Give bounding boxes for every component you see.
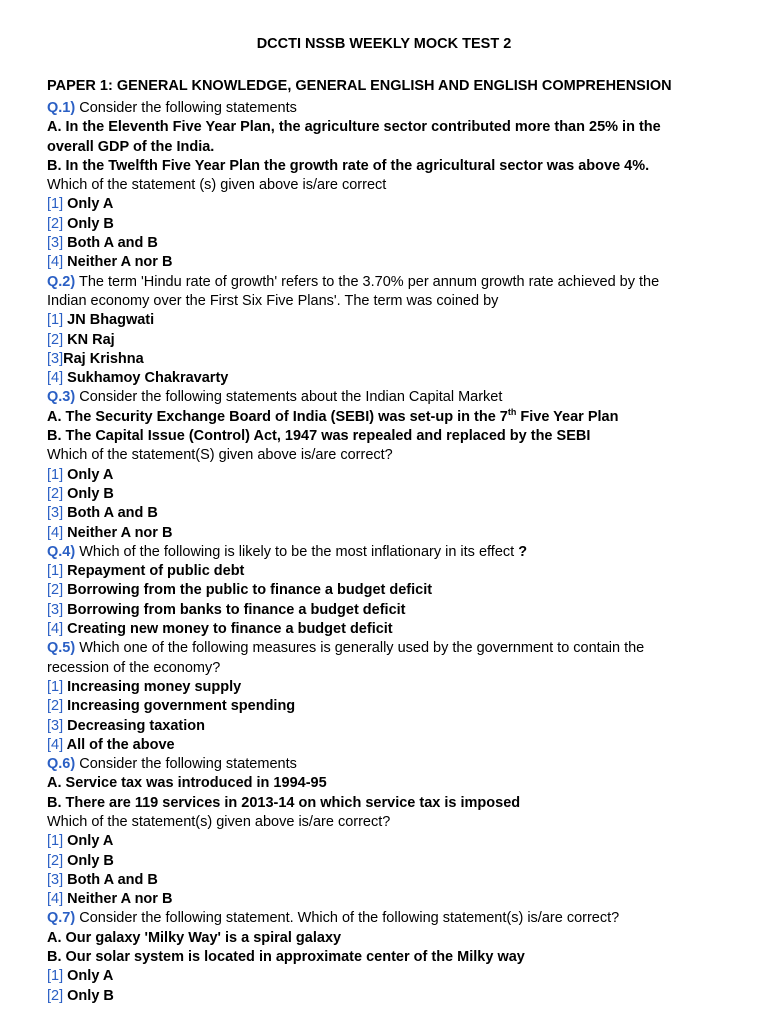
line-text: Which of the statement (s) given above is/are correct — [47, 177, 387, 194]
option-line — [47, 697, 747, 716]
line-text: A. In the Eleventh Five Year Plan, the agriculture sector contributed more than 25% in the — [47, 119, 661, 136]
option-number: [1] — [47, 466, 64, 483]
line-text: Which of the following is likely to be the most inflationary in its effect — [75, 543, 519, 560]
statement-line — [47, 929, 747, 948]
line-text: B. There are 119 services in 2013-14 on which service tax is imposed — [47, 794, 521, 811]
option-line — [47, 736, 747, 755]
option-line — [47, 678, 747, 697]
option-line — [47, 369, 747, 388]
option-line — [47, 350, 747, 369]
line-text: Increasing money supply — [63, 678, 242, 695]
option-number: [4] — [47, 891, 64, 908]
option-line — [47, 581, 747, 600]
option-number: [1] — [47, 968, 64, 985]
text-line — [47, 813, 747, 832]
option-line — [47, 331, 747, 350]
question-line — [47, 273, 747, 292]
statement-line — [47, 408, 747, 427]
line-text: Only A — [63, 466, 114, 483]
option-number: [4] — [47, 370, 64, 387]
question-line — [47, 755, 747, 774]
option-number: [4] — [47, 254, 64, 271]
line-text: Which of the statement(S) given above is/are correct? — [47, 447, 393, 464]
option-number: [2] — [47, 485, 64, 502]
question-number: Q.3) — [47, 389, 76, 406]
line-text: Increasing government spending — [63, 698, 296, 715]
line-text: B. Our solar system is located in approximate center of the Milky way — [47, 949, 525, 966]
line-text: Decreasing taxation — [63, 717, 205, 734]
statement-line — [47, 794, 747, 813]
option-line — [47, 215, 747, 234]
line-text: A. The Security Exchange Board of India (SEBI) was set-up in the 7 — [47, 408, 508, 425]
paper-heading: PAPER 1: GENERAL KNOWLEDGE, GENERAL ENGLISH AND ENGLISH COMPREHENSION — [47, 78, 672, 94]
line-text: Only A — [63, 968, 114, 985]
option-number: [2] — [47, 331, 64, 348]
line-text: Indian economy over the First Six Five Plans'. The term was coined by — [47, 292, 499, 309]
line-text: A. Our galaxy 'Milky Way' is a spiral galaxy — [47, 929, 342, 946]
line-text: Consider the following statements — [75, 100, 297, 116]
option-number: [1] — [47, 312, 64, 329]
question-line — [47, 543, 747, 562]
line-text: Neither A nor B — [63, 254, 173, 271]
text-line — [47, 292, 747, 311]
line-text: Sukhamoy Chakravarty — [63, 370, 229, 387]
option-line — [47, 485, 747, 504]
line-text: JN Bhagwati — [63, 312, 155, 329]
option-line — [47, 852, 747, 871]
text-line — [47, 446, 747, 465]
line-text: Only B — [63, 852, 114, 869]
line-text: B. In the Twelfth Five Year Plan the growth rate of the agricultural sector was above 4%. — [47, 157, 650, 174]
question-line — [47, 639, 747, 658]
option-number: [2] — [47, 987, 64, 1004]
question-number: Q.5) — [47, 640, 76, 657]
option-line — [47, 504, 747, 523]
line-text: Repayment of public debt — [63, 563, 245, 580]
option-number: [1] — [47, 563, 64, 580]
option-line — [47, 890, 747, 909]
option-number: [3] — [47, 235, 64, 252]
line-text: Consider the following statement. Which of the following statement(s) is/are correct? — [75, 910, 620, 927]
option-number: [2] — [47, 698, 64, 715]
option-number: [2] — [47, 582, 64, 599]
statement-line — [47, 138, 747, 157]
statement-line — [47, 774, 747, 793]
option-line — [47, 871, 747, 890]
statement-line — [47, 157, 747, 176]
line-text: KN Raj — [63, 331, 115, 348]
option-number: [3] — [47, 871, 64, 888]
line-text-tail: ? — [518, 543, 528, 560]
option-number: [4] — [47, 621, 64, 638]
line-text: Both A and B — [63, 235, 158, 252]
statement-line — [47, 948, 747, 967]
option-number: [3] — [47, 717, 64, 734]
text-line — [47, 176, 747, 195]
option-number: [1] — [47, 833, 64, 850]
option-number: [4] — [47, 524, 64, 541]
text-line — [47, 659, 747, 678]
line-text: Borrowing from the public to finance a budget deficit — [63, 582, 433, 599]
superscript: th — [507, 406, 517, 417]
option-line — [47, 620, 747, 639]
question-line — [47, 388, 747, 407]
option-number: [3] — [47, 601, 64, 618]
option-line — [47, 987, 747, 1006]
line-text: Which one of the following measures is generally used by the government to contain the — [75, 640, 645, 657]
option-number: [4] — [47, 736, 64, 753]
option-line — [47, 466, 747, 485]
line-text: Only B — [63, 485, 114, 502]
line-text-tail: Five Year Plan — [516, 408, 619, 425]
line-text: Consider the following statements about the Indian Capital Market — [75, 389, 503, 406]
option-line — [47, 832, 747, 851]
statement-line — [47, 427, 747, 446]
option-line — [47, 601, 747, 620]
option-line — [47, 717, 747, 736]
option-line — [47, 234, 747, 253]
line-text: Only B — [63, 987, 114, 1004]
line-text: Neither A nor B — [63, 891, 173, 908]
statement-line — [47, 118, 747, 137]
question-number: Q.6) — [47, 756, 76, 773]
option-line — [47, 562, 747, 581]
question-number: Q.1) — [47, 100, 76, 116]
line-text: Both A and B — [63, 505, 158, 522]
option-line — [47, 311, 747, 330]
option-line — [47, 195, 747, 214]
line-text: Raj Krishna — [63, 350, 144, 367]
line-text: recession of the economy? — [47, 659, 221, 676]
line-text: Creating new money to finance a budget deficit — [63, 621, 393, 638]
line-text: Neither A nor B — [63, 524, 173, 541]
option-line — [47, 967, 747, 986]
option-number: [1] — [47, 196, 64, 213]
line-text: Consider the following statements — [75, 756, 297, 773]
option-number: [3] — [47, 350, 64, 367]
line-text: B. The Capital Issue (Control) Act, 1947 was repealed and replaced by the SEBI — [47, 428, 591, 445]
line-text: Only A — [63, 833, 114, 850]
option-number: [1] — [47, 678, 64, 695]
line-text: Only B — [63, 215, 114, 232]
line-text: All of the above — [63, 736, 175, 753]
option-number: [3] — [47, 505, 64, 522]
question-line — [47, 99, 747, 118]
line-text: Only A — [63, 196, 114, 213]
question-number: Q.4) — [47, 543, 76, 560]
question-line — [47, 909, 747, 928]
line-text: Both A and B — [63, 871, 158, 888]
document-title: DCCTI NSSB WEEKLY MOCK TEST 2 — [256, 36, 512, 52]
option-number: [2] — [47, 215, 64, 232]
line-text: The term 'Hindu rate of growth' refers to the 3.70% per annum growth rate achieved by the — [75, 273, 660, 290]
line-text: A. Service tax was introduced in 1994-95 — [47, 775, 327, 792]
option-line — [47, 524, 747, 543]
question-number: Q.2) — [47, 273, 76, 290]
line-text: Which of the statement(s) given above is/are correct? — [47, 813, 391, 830]
option-line — [47, 253, 747, 272]
question-number: Q.7) — [47, 910, 76, 927]
line-text: overall GDP of the India. — [47, 138, 215, 155]
option-number: [2] — [47, 852, 64, 869]
question-list — [47, 99, 747, 1006]
line-text: Borrowing from banks to finance a budget deficit — [63, 601, 406, 618]
